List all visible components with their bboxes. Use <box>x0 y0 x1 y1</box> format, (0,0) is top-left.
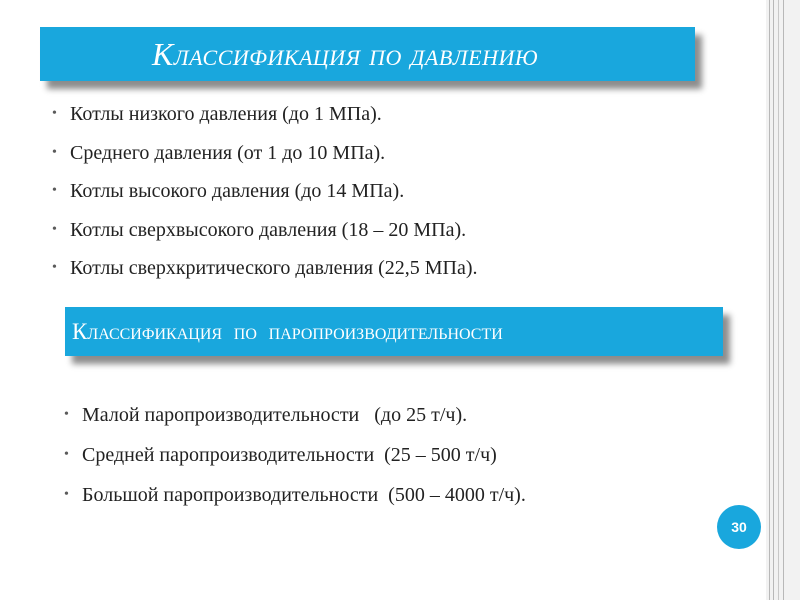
border-line <box>778 0 779 600</box>
bullet-icon: • <box>52 221 57 237</box>
capacity-list <box>64 395 526 515</box>
section-subtitle: Классификация по паропроизводительности <box>72 318 503 344</box>
bullet-icon: • <box>64 407 69 422</box>
bullet-icon: • <box>52 144 57 160</box>
page-number: 30 <box>731 519 747 535</box>
bullet-icon: • <box>64 487 69 502</box>
border-line <box>769 0 770 600</box>
list-item: • Котлы сверхвысокого давления (18 – 20 МПа). <box>70 211 478 250</box>
list-item: • Малой паропроизводительности (до 25 т/ч). <box>82 395 526 435</box>
list-item: • Среднего давления (от 1 до 10 МПа). <box>70 134 478 173</box>
list-item: • Средней паропроизводительности (25 – 500 т/ч) <box>82 435 526 475</box>
list-item: • Котлы низкого давления (до 1 МПа). <box>70 95 478 134</box>
list-item: • Котлы сверхкритического давления (22,5 МПа). <box>70 249 478 288</box>
title-banner <box>40 27 695 81</box>
list-item: • Котлы высокого давления (до 14 МПа). <box>70 172 478 211</box>
pressure-list <box>52 95 478 288</box>
bullet-icon: • <box>64 447 69 462</box>
bullet-icon: • <box>52 183 57 198</box>
subtitle-banner <box>65 307 723 356</box>
page-number-badge <box>717 505 761 549</box>
list-item: • Большой паропроизводительности (500 – 4000 т/ч). <box>82 475 526 515</box>
right-border-decoration <box>766 0 800 600</box>
border-line <box>783 0 784 600</box>
border-line <box>773 0 774 600</box>
slide-title: Классификация по давлению <box>152 35 539 72</box>
bullet-icon: • <box>52 260 57 275</box>
bullet-icon: • <box>52 106 57 121</box>
